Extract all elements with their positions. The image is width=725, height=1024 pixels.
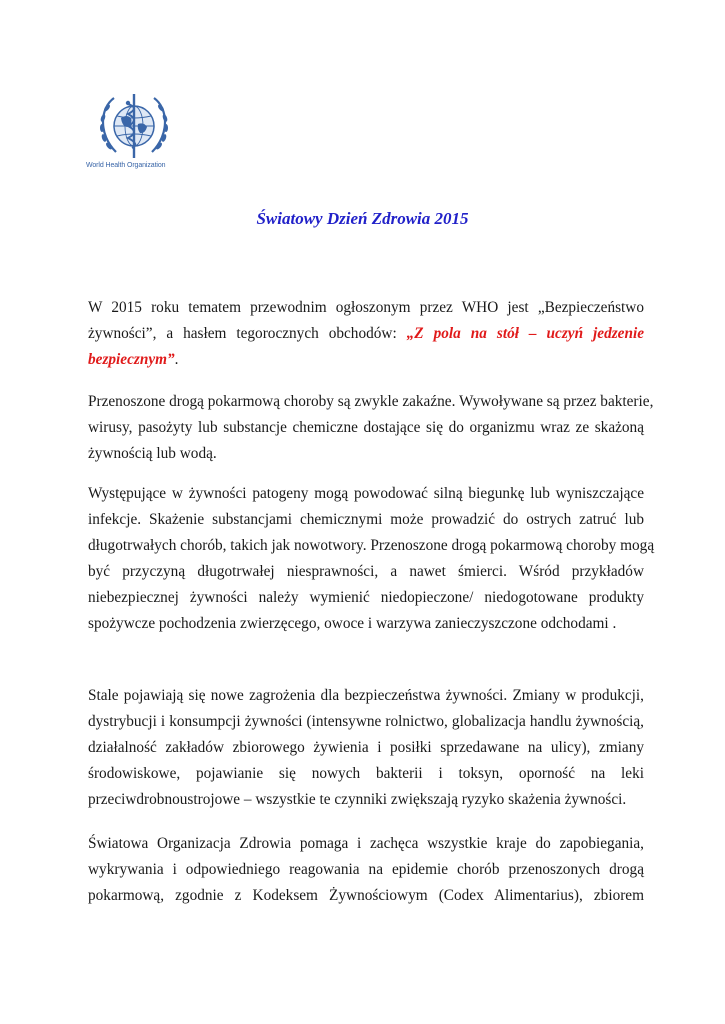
paragraph-line: Światowa Organizacja Zdrowia pomaga i zachęca wszystkie kraje do zapobiegania, xyxy=(88,835,644,852)
paragraph-text: żywności”, a hasłem tegorocznych obchodów: xyxy=(88,325,407,342)
paragraph-line: żywnością lub wodą. xyxy=(88,445,217,462)
paragraph-5 xyxy=(88,831,644,909)
paragraph-line: wykrywania i odpowiedniego reagowania na epidemie chorób przenoszonych drogą xyxy=(88,861,644,878)
paragraph-line: działalność zakładów zbiorowego żywienia i posiłki sprzedawane na ulicy), zmiany xyxy=(88,739,644,756)
paragraph-text: . xyxy=(174,351,179,368)
paragraph-line: środowiskowe, pojawianie się nowych bakterii i toksyn, oporność na leki xyxy=(88,765,644,782)
slogan-text: „Z pola na stół – uczyń jedzenie xyxy=(406,325,645,342)
paragraph-line: być przyczyną długotrwałej niesprawności, a nawet śmierci. Wśród przykładów xyxy=(88,563,644,580)
paragraph-3 xyxy=(88,481,655,637)
paragraph-line: dystrybucji i konsumpcji żywności (intensywne rolnictwo, globalizacja handlu żywnością, xyxy=(88,713,644,730)
paragraph-line: wirusy, pasożyty lub substancje chemiczne dostające się do organizmu wraz ze skażoną xyxy=(88,419,644,436)
who-logo xyxy=(86,90,182,174)
paragraph-line: przeciwdrobnoustrojowe – wszystkie te czynniki zwiększają ryzyko skażenia żywności. xyxy=(88,791,627,808)
paragraph-line: spożywcze pochodzenia zwierzęcego, owoce i warzywa zanieczyszczone odchodami . xyxy=(88,615,617,632)
paragraph-2 xyxy=(88,389,654,467)
slogan-text-end: bezpiecznym” xyxy=(88,351,175,368)
who-logo-caption: World Health Organization xyxy=(86,162,166,169)
paragraph-line: pokarmową, zgodnie z Kodeksem Żywnościowym (Codex Alimentarius), zbiorem xyxy=(88,887,644,904)
who-emblem-icon xyxy=(88,90,180,162)
paragraph-line: infekcje. Skażenie substancjami chemicznymi może prowadzić do ostrych zatruć lub xyxy=(88,511,644,528)
paragraph-line: długotrwałych chorób, takich jak nowotwory. Przenoszone drogą pokarmową choroby mogą xyxy=(88,537,655,554)
paragraph-line xyxy=(88,347,644,373)
paragraph-line: Stale pojawiają się nowe zagrożenia dla bezpieczeństwa żywności. Zmiany w produkcji, xyxy=(88,687,644,704)
paragraph-line: niebezpiecznej żywności należy wymienić niedopieczone/ niedogotowane produkty xyxy=(88,589,644,606)
paragraph-1 xyxy=(88,295,644,373)
paragraph-line: Przenoszone drogą pokarmową choroby są zwykle zakaźne. Wywoływane są przez bakterie, xyxy=(88,393,654,410)
paragraph-line: W 2015 roku tematem przewodnim ogłoszonym przez WHO jest „Bezpieczeństwo xyxy=(88,299,644,316)
page-title: Światowy Dzień Zdrowia 2015 xyxy=(256,209,469,228)
paragraph-4 xyxy=(88,683,644,813)
paragraph-line: Występujące w żywności patogeny mogą powodować silną biegunkę lub wyniszczające xyxy=(88,485,644,502)
paragraph-line xyxy=(88,321,644,347)
